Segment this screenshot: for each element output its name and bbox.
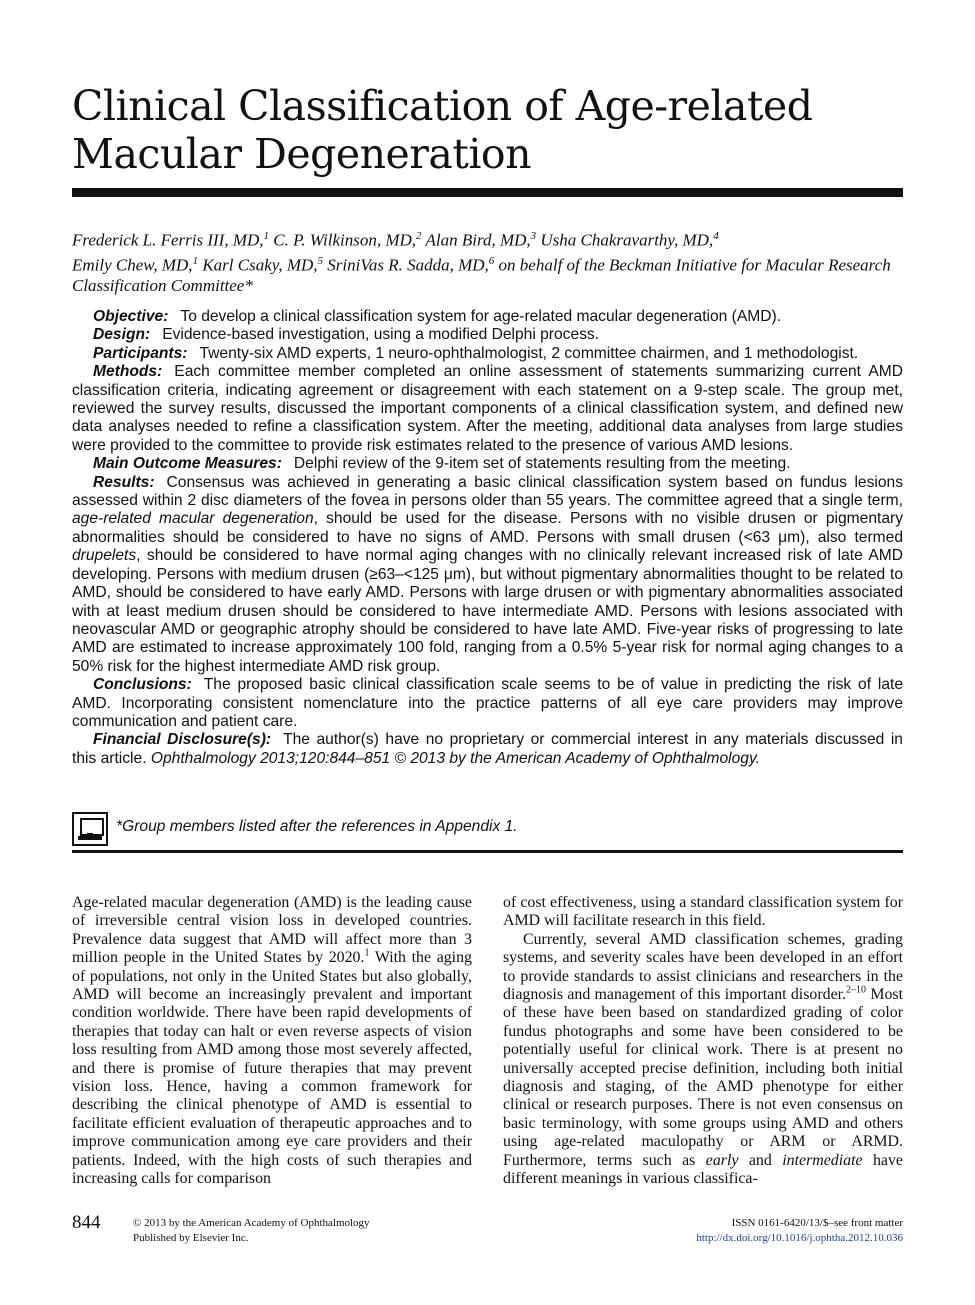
author: Alan Bird, MD, <box>425 230 531 250</box>
section-label: Participants: <box>93 344 188 362</box>
affiliation-mark: 3 <box>530 230 537 242</box>
section-text: Each committee member completed an online assessment of statements summarizing current AMD classification criteria, indicating agreement or disagreement with each statement on a 9-step scale. The group met, reviewed the survey results, discussed the important components of a clinical classification system, and defined new data analyses needed to refine a classification system. After the meeting, additional data analyses from large studies were provided to the committee to provide risk estimates related to the presence of various AMD lesions. <box>72 363 903 454</box>
doi-link[interactable]: http://dx.doi.org/10.1016/j.ophtha.2012.10.036 <box>696 1232 903 1244</box>
abstract-results <box>72 474 903 676</box>
section-text: Evidence-based investigation, using a modified Delphi process. <box>162 326 600 344</box>
emphasis-term: drupelets <box>72 547 137 565</box>
section-text: The proposed basic clinical classification scale seems to be of value in predicting the risk of late AMD. Incorporating consistent nomenclature into the practice patterns of all eye care providers may improve communication and patient care. <box>72 676 903 730</box>
copyright-line: © 2013 by the American Academy of Ophthalmology <box>133 1217 370 1229</box>
computer-icon <box>72 812 108 846</box>
body-text: Most of these have been based on standardized grading of color fundus photographs and some have been considered to be potentially useful for clinical work. There is at present no universally accepted precise definition, including both initial diagnosis and staging, of the AMD phenotype for either clinical or research purposes. There is not even consensus on basic terminology, with some groups using AMD and others using age-related maculopathy or ARM or ARMD. Furthermore, terms such as <box>503 986 903 1169</box>
abstract-conclusions <box>72 676 903 731</box>
author: Usha Chakravarthy, MD, <box>540 230 714 250</box>
body-text: With the aging of populations, not only in the United States but also globally, AMD will become an increasingly prevalent and important condition worldwide. There have been rapid developments of therapies that today can halt or even reverse aspects of vision loss resulting from AMD among those most severely affected, and there is promise of future therapies that may prevent vision loss. Hence, having a common framework for describing the clinical phenotype of AMD is essential to facilitate efficient evaluation of therapeutic approaches and to improve communication among eye care providers and their patients. Indeed, with the high costs of such therapies and increasing calls for comparison <box>72 949 472 1188</box>
author: Emily Chew, MD, <box>72 255 193 275</box>
body-text: Currently, several AMD classification schemes, grading systems, and severity scales have been developed in an effort to provide standards to assist clinicians and researchers in the diagnosis and management of this important disorder. <box>503 930 903 1004</box>
section-text: Consensus was achieved in generating a basic clinical classification system based on fundus lesions assessed within 2 disc diameters of the fovea in persons older than 55 years. The committee agreed that a single term, <box>72 473 903 510</box>
section-text: Twenty-six AMD experts, 1 neuro-ophthalmologist, 2 committee chairmen, and 1 methodologist. <box>199 344 859 362</box>
section-text: To develop a clinical classification system for age-related macular degeneration (AMD). <box>180 308 782 325</box>
body-column-left <box>72 894 472 1189</box>
emphasis-term: early <box>705 1151 739 1169</box>
body-column-right <box>503 894 903 1189</box>
issn-line: ISSN 0161-6420/13/$–see front matter <box>731 1217 903 1229</box>
emphasis-term: intermediate <box>782 1151 863 1169</box>
abstract-divider <box>72 850 903 853</box>
body-paragraph <box>503 931 903 1189</box>
body-text: Age-related macular degeneration (AMD) is the leading cause of irreversible central vision loss in developed countries. Prevalence data suggest that AMD will affect more than 3 million people in the United States by 2020. <box>72 894 472 967</box>
affiliation-mark: 2 <box>416 230 422 242</box>
abstract-disclosure <box>72 731 903 768</box>
body-text: have different meanings in various classifica- <box>503 1151 903 1188</box>
emphasis-term: age-related macular degeneration <box>72 510 314 528</box>
author: SriniVas R. Sadda, MD, <box>327 255 489 275</box>
title-line-1: Clinical Classification of Age-related <box>72 82 813 130</box>
affiliation-mark: 4 <box>713 230 719 242</box>
issn-info <box>696 1216 903 1246</box>
reference-mark[interactable]: 2–10 <box>846 984 867 996</box>
abstract-objective <box>72 308 903 326</box>
publisher-info <box>133 1216 370 1246</box>
section-label: Results: <box>93 473 155 491</box>
article-title <box>72 82 903 178</box>
group-members-footnote: *Group members listed after the references in Appendix 1. <box>116 818 518 835</box>
title-line-2: Macular Degeneration <box>72 130 532 178</box>
section-text: , should be used for the disease. Persons with no visible drusen or pigmentary abnormalities should be considered to have no signs of AMD. Persons with small drusen (<63 μm), also termed <box>72 510 903 546</box>
section-text: The author(s) have no proprietary or commercial interest in any materials discussed in this article. <box>72 731 903 767</box>
abstract-main-outcome <box>72 455 903 473</box>
abstract-design <box>72 326 903 344</box>
affiliation-mark: 1 <box>192 254 199 267</box>
online-content-note <box>72 812 903 848</box>
body-paragraph <box>72 894 472 1189</box>
affiliation-mark: 6 <box>488 254 495 267</box>
section-label: Objective: <box>93 308 169 325</box>
body-paragraph <box>503 894 903 931</box>
body-text: and <box>738 1151 783 1169</box>
section-text: Delphi review of the 9-item set of statements resulting from the meeting. <box>293 455 791 473</box>
author: Karl Csaky, MD, <box>202 255 318 275</box>
affiliation-mark: 5 <box>317 254 324 267</box>
reference-mark[interactable]: 1 <box>364 947 370 959</box>
author-list <box>72 226 903 296</box>
section-label: Methods: <box>93 363 163 381</box>
body-text: of cost effectiveness, using a standard classification system for AMD will facilitate research in this field. <box>503 894 903 930</box>
publisher-line: Published by Elsevier Inc. <box>133 1232 249 1244</box>
abstract-participants <box>72 345 903 363</box>
author: C. P. Wilkinson, MD, <box>273 230 417 250</box>
section-text: , should be considered to have normal aging changes with no clinically relevant increased risk of late AMD developing. Persons with medium drusen (≥63–<125 μm), but without pigmentary abnormalities thought to be related to AMD, should be considered to have early AMD. Persons with large drusen or with pigmentary abnormalities associated with at least medium drusen should be considered to have intermediate AMD. Persons with lesions associated with neovascular AMD or geographic atrophy should be considered to have late AMD. Five-year risks of progressing to late AMD are estimated to increase approximately 100 fold, ranging from a 0.5% 5-year risk for normal aging changes to a 50% risk for the highest intermediate AMD risk group. <box>72 547 903 675</box>
authors-suffix: on behalf of the Beckman Initiative for Macular Research Classification Committee* <box>72 255 891 296</box>
section-label: Conclusions: <box>93 676 192 694</box>
abstract-methods <box>72 363 903 455</box>
section-label: Financial Disclosure(s): <box>93 731 272 749</box>
title-divider <box>72 188 903 197</box>
author: Frederick L. Ferris III, MD, <box>72 230 264 250</box>
affiliation-mark: 1 <box>263 230 270 242</box>
page-number: 844 <box>72 1212 101 1233</box>
section-label: Main Outcome Measures: <box>93 455 282 473</box>
section-label: Design: <box>93 326 151 344</box>
journal-citation: Ophthalmology 2013;120:844–851 © 2013 by the American Academy of Ophthalmology. <box>150 749 760 767</box>
abstract <box>72 308 903 768</box>
